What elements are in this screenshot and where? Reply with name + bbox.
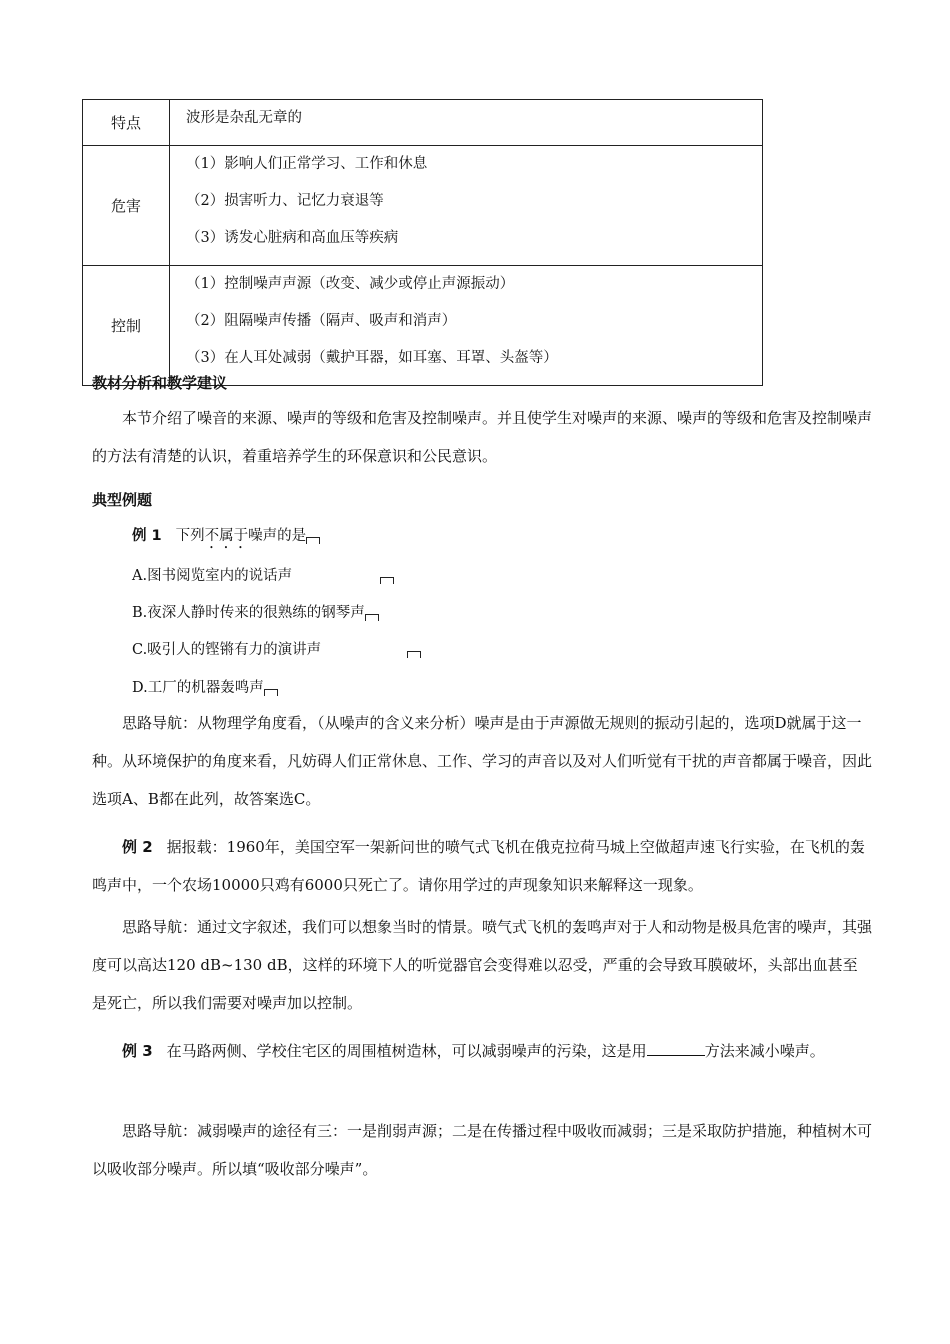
example-1-question-pre: 下列 xyxy=(175,528,205,544)
content-line: （1）控制噪声声源（改变、减少或停止声源振动） xyxy=(186,276,515,292)
row-content-feature xyxy=(170,100,763,146)
answer-bracket-mark xyxy=(407,651,421,658)
content-line: （2）阻隔噪声传播（隔声、吸声和消声） xyxy=(186,313,457,329)
row-label-control: 控制 xyxy=(83,266,170,386)
content-line: （2）损害听力、记忆力衰退等 xyxy=(186,193,384,209)
example-2-analysis: 思路导航：通过文字叙述，我们可以想象当时的情景。喷气式飞机的轰鸣声对于人和动物是极具危害的噪声，其强度可以高达120 dB~130 dB，这样的环境下人的听觉器官会变得难以忍受，严重的会导致耳膜破坏，头部出血甚至是死亡，所以我们需要对噪声加以控制。 xyxy=(92,918,873,1012)
example-1-label: 例 1 xyxy=(132,528,162,544)
row-content-control xyxy=(170,266,763,386)
answer-bracket-mark xyxy=(365,614,379,621)
content-line: （3）在人耳处减弱（戴护耳器，如耳塞、耳罩、头盔等） xyxy=(186,350,558,366)
option-d-text: D.工厂的机器轰鸣声 xyxy=(132,680,264,696)
table-row xyxy=(83,100,763,146)
row-label-harm: 危害 xyxy=(83,146,170,266)
example-2-text: 据报载：1960年，美国空军一架新问世的喷气式飞机在俄克拉荷马城上空做超声速飞行实验，在飞机的轰鸣声中，一个农场10000只鸡有6000只死亡了。请你用学过的声现象知识来解释这一现象。 xyxy=(92,838,865,894)
table-row xyxy=(83,146,763,266)
option-d xyxy=(132,676,278,697)
example-3-analysis: 思路导航：减弱噪声的途径有三：一是削弱声源；二是在传播过程中吸收而减弱；三是采取防护措施，种植树木可以吸收部分噪声。所以填“吸收部分噪声”。 xyxy=(92,1122,873,1178)
example-1-question-post: 噪声的是 xyxy=(248,528,307,544)
answer-bracket-mark xyxy=(264,689,278,696)
analysis-paragraph: 本节介绍了噪音的来源、噪声的等级和危害及控制噪声。并且使学生对噪声的来源、噪声的等级和危害及控制噪声的方法有清楚的认识，着重培养学生的环保意识和公民意识。 xyxy=(92,409,873,465)
example-3-question xyxy=(92,1032,872,1070)
example-2-question xyxy=(92,828,872,904)
option-a xyxy=(132,564,394,585)
example-1-question-emphasis: 不属于 xyxy=(204,528,249,544)
example-1-question xyxy=(132,524,320,552)
option-b-text: B.夜深人静时传来的很熟练的钢琴声 xyxy=(132,605,365,621)
content-line: （3）诱发心脏病和高血压等疾病 xyxy=(186,230,399,246)
answer-blank xyxy=(647,1041,705,1056)
example-3-text-pre: 在马路两侧、学校住宅区的周围植树造林，可以减弱噪声的污染，这是用 xyxy=(166,1042,647,1060)
answer-bracket-mark xyxy=(306,537,320,544)
content-line: 波形是杂乱无章的 xyxy=(186,110,302,126)
analysis-heading: 教材分析和教学建议 xyxy=(92,374,228,392)
example-3-text-post: 方法来减小噪声。 xyxy=(704,1042,825,1060)
option-a-text: A.图书阅览室内的说话声 xyxy=(132,568,293,584)
option-c-text: C.吸引人的铿锵有力的演讲声 xyxy=(132,642,322,658)
row-label-feature: 特点 xyxy=(83,100,170,146)
noise-info-table xyxy=(82,99,763,386)
example-1-analysis: 思路导航：从物理学角度看，（从噪声的含义来分析）噪声是由于声源做无规则的振动引起的，选项D就属于这一种。从环境保护的角度来看，凡妨碍人们正常休息、工作、学习的声音以及对人们听觉有干扰的声音都属于噪音，因此选项A、B都在此列，故答案选C。 xyxy=(92,714,873,808)
content-line: （1）影响人们正常学习、工作和休息 xyxy=(186,156,428,172)
examples-heading: 典型例题 xyxy=(92,491,153,509)
option-c xyxy=(132,638,421,659)
option-b xyxy=(132,601,379,622)
row-content-harm xyxy=(170,146,763,266)
example-2-label: 例 2 xyxy=(122,838,153,856)
table-row xyxy=(83,266,763,386)
answer-bracket-mark xyxy=(380,577,394,584)
example-3-label: 例 3 xyxy=(122,1042,153,1060)
